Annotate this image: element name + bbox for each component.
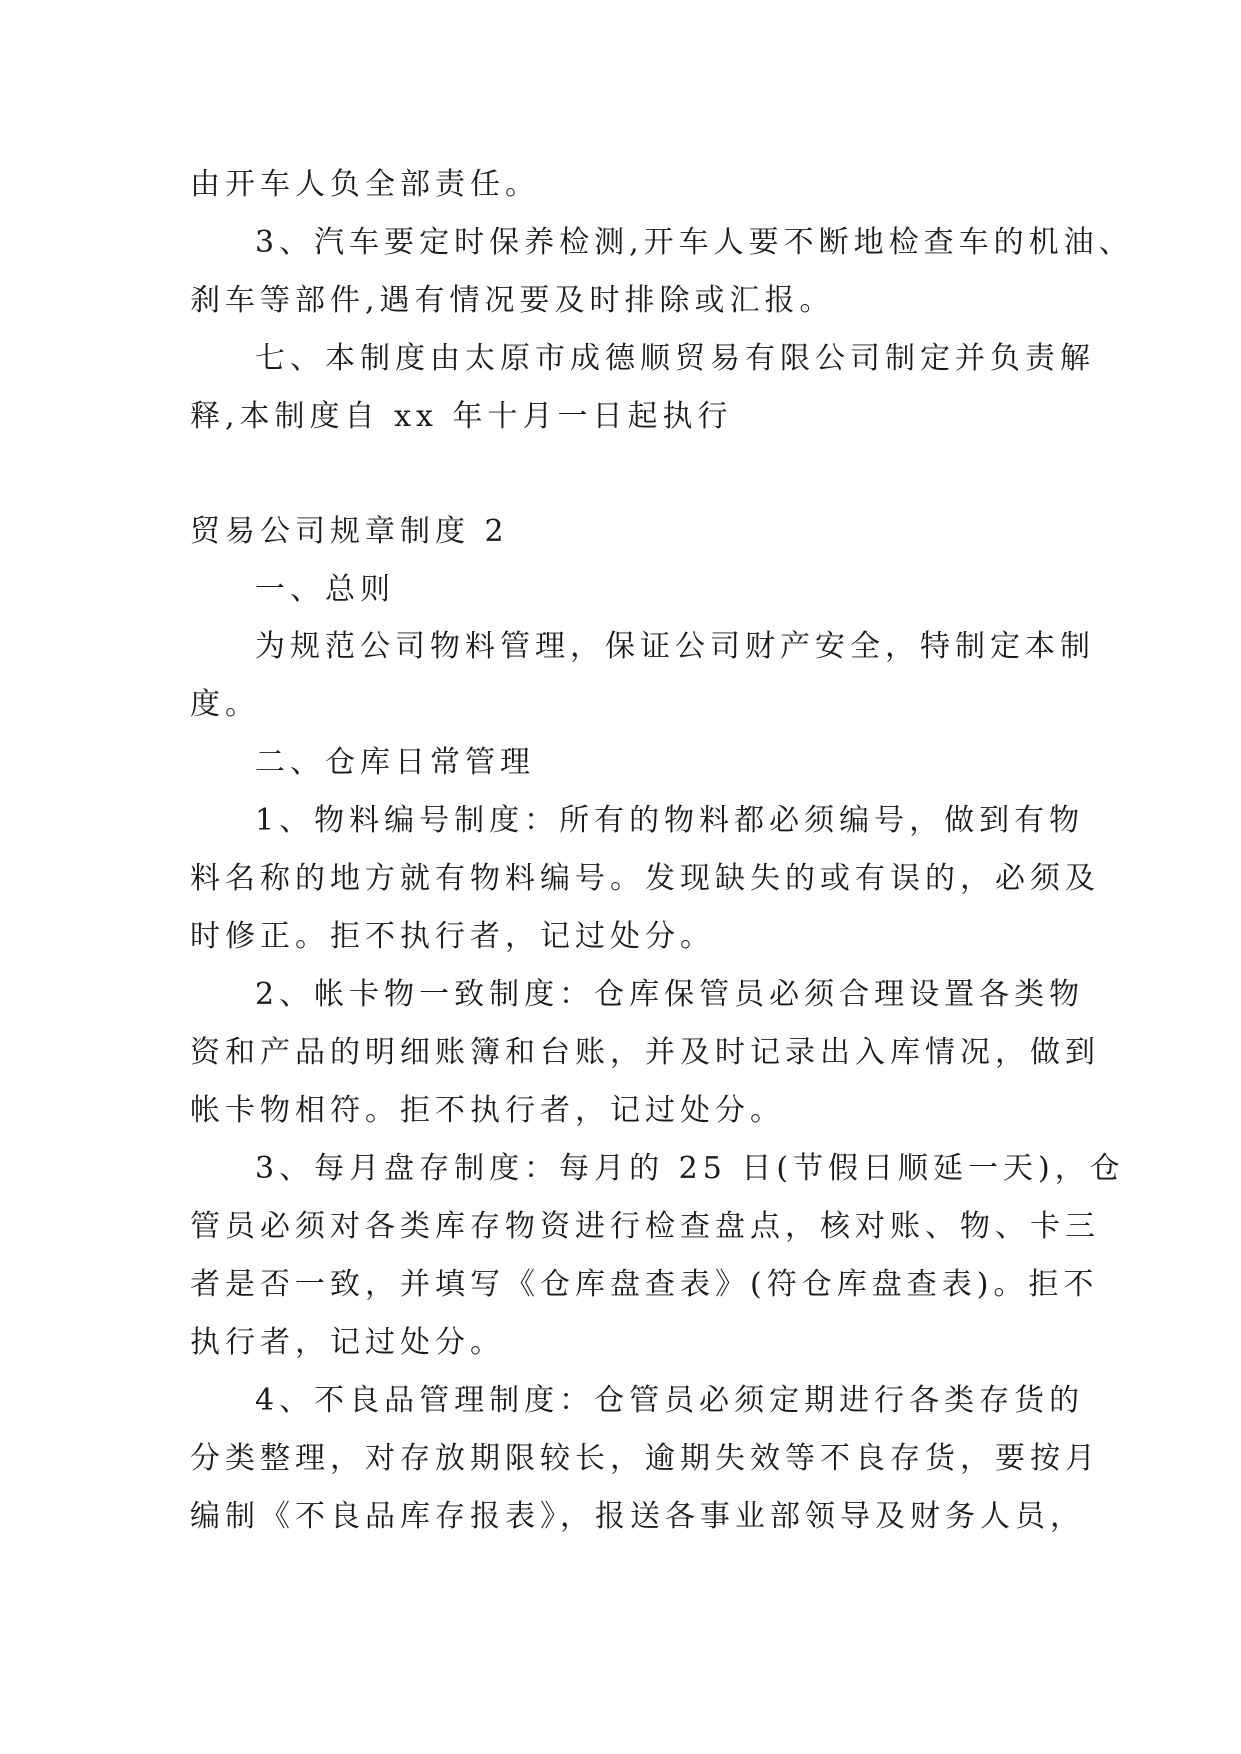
text-line: 1、物料编号制度：所有的物料都必须编号，做到有物: [255, 803, 1085, 838]
text-line: 由开车人负全部责任。: [190, 167, 540, 202]
text-line: 管员必须对各类库存物资进行检查盘点，核对账、物、卡三: [190, 1209, 1100, 1244]
text-line: 分类整理，对存放期限较长，逾期失效等不良存货，要按月: [190, 1441, 1100, 1476]
section-heading: 一、总则: [255, 572, 395, 607]
text-line: 编制《不良品库存报表》，报送各事业部领导及财务人员，: [190, 1499, 1085, 1534]
section-title: 贸易公司规章制度 2: [190, 514, 509, 549]
text-line: 者是否一致，并填写《仓库盘查表》(符仓库盘查表)。拒不: [190, 1267, 1099, 1302]
text-line: 3、汽车要定时保养检测,开车人要不断地检查车的机油、: [255, 225, 1134, 260]
text-line: 刹车等部件,遇有情况要及时排除或汇报。: [190, 283, 835, 318]
text-line: 2、帐卡物一致制度：仓库保管员必须合理设置各类物: [255, 977, 1085, 1012]
section-heading: 二、仓库日常管理: [255, 745, 535, 780]
text-line: 4、不良品管理制度：仓管员必须定期进行各类存货的: [255, 1383, 1085, 1418]
text-line: 为规范公司物料管理，保证公司财产安全，特制定本制: [255, 629, 1095, 664]
text-line: 时修正。拒不执行者，记过处分。: [190, 919, 715, 954]
text-line: 七、本制度由太原市成德顺贸易有限公司制定并负责解: [255, 341, 1095, 376]
text-line: 资和产品的明细账簿和台账，并及时记录出入库情况，做到: [190, 1035, 1100, 1070]
text-line: 帐卡物相符。拒不执行者，记过处分。: [190, 1093, 785, 1128]
text-line: 料名称的地方就有物料编号。发现缺失的或有误的，必须及: [190, 861, 1100, 896]
text-line: 度。: [190, 687, 260, 722]
text-line: 3、每月盘存制度：每月的 25 日(节假日顺延一天)，仓: [255, 1151, 1125, 1186]
text-line: 执行者，记过处分。: [190, 1325, 505, 1360]
text-line: 释,本制度自 xx 年十月一日起执行: [190, 399, 733, 434]
